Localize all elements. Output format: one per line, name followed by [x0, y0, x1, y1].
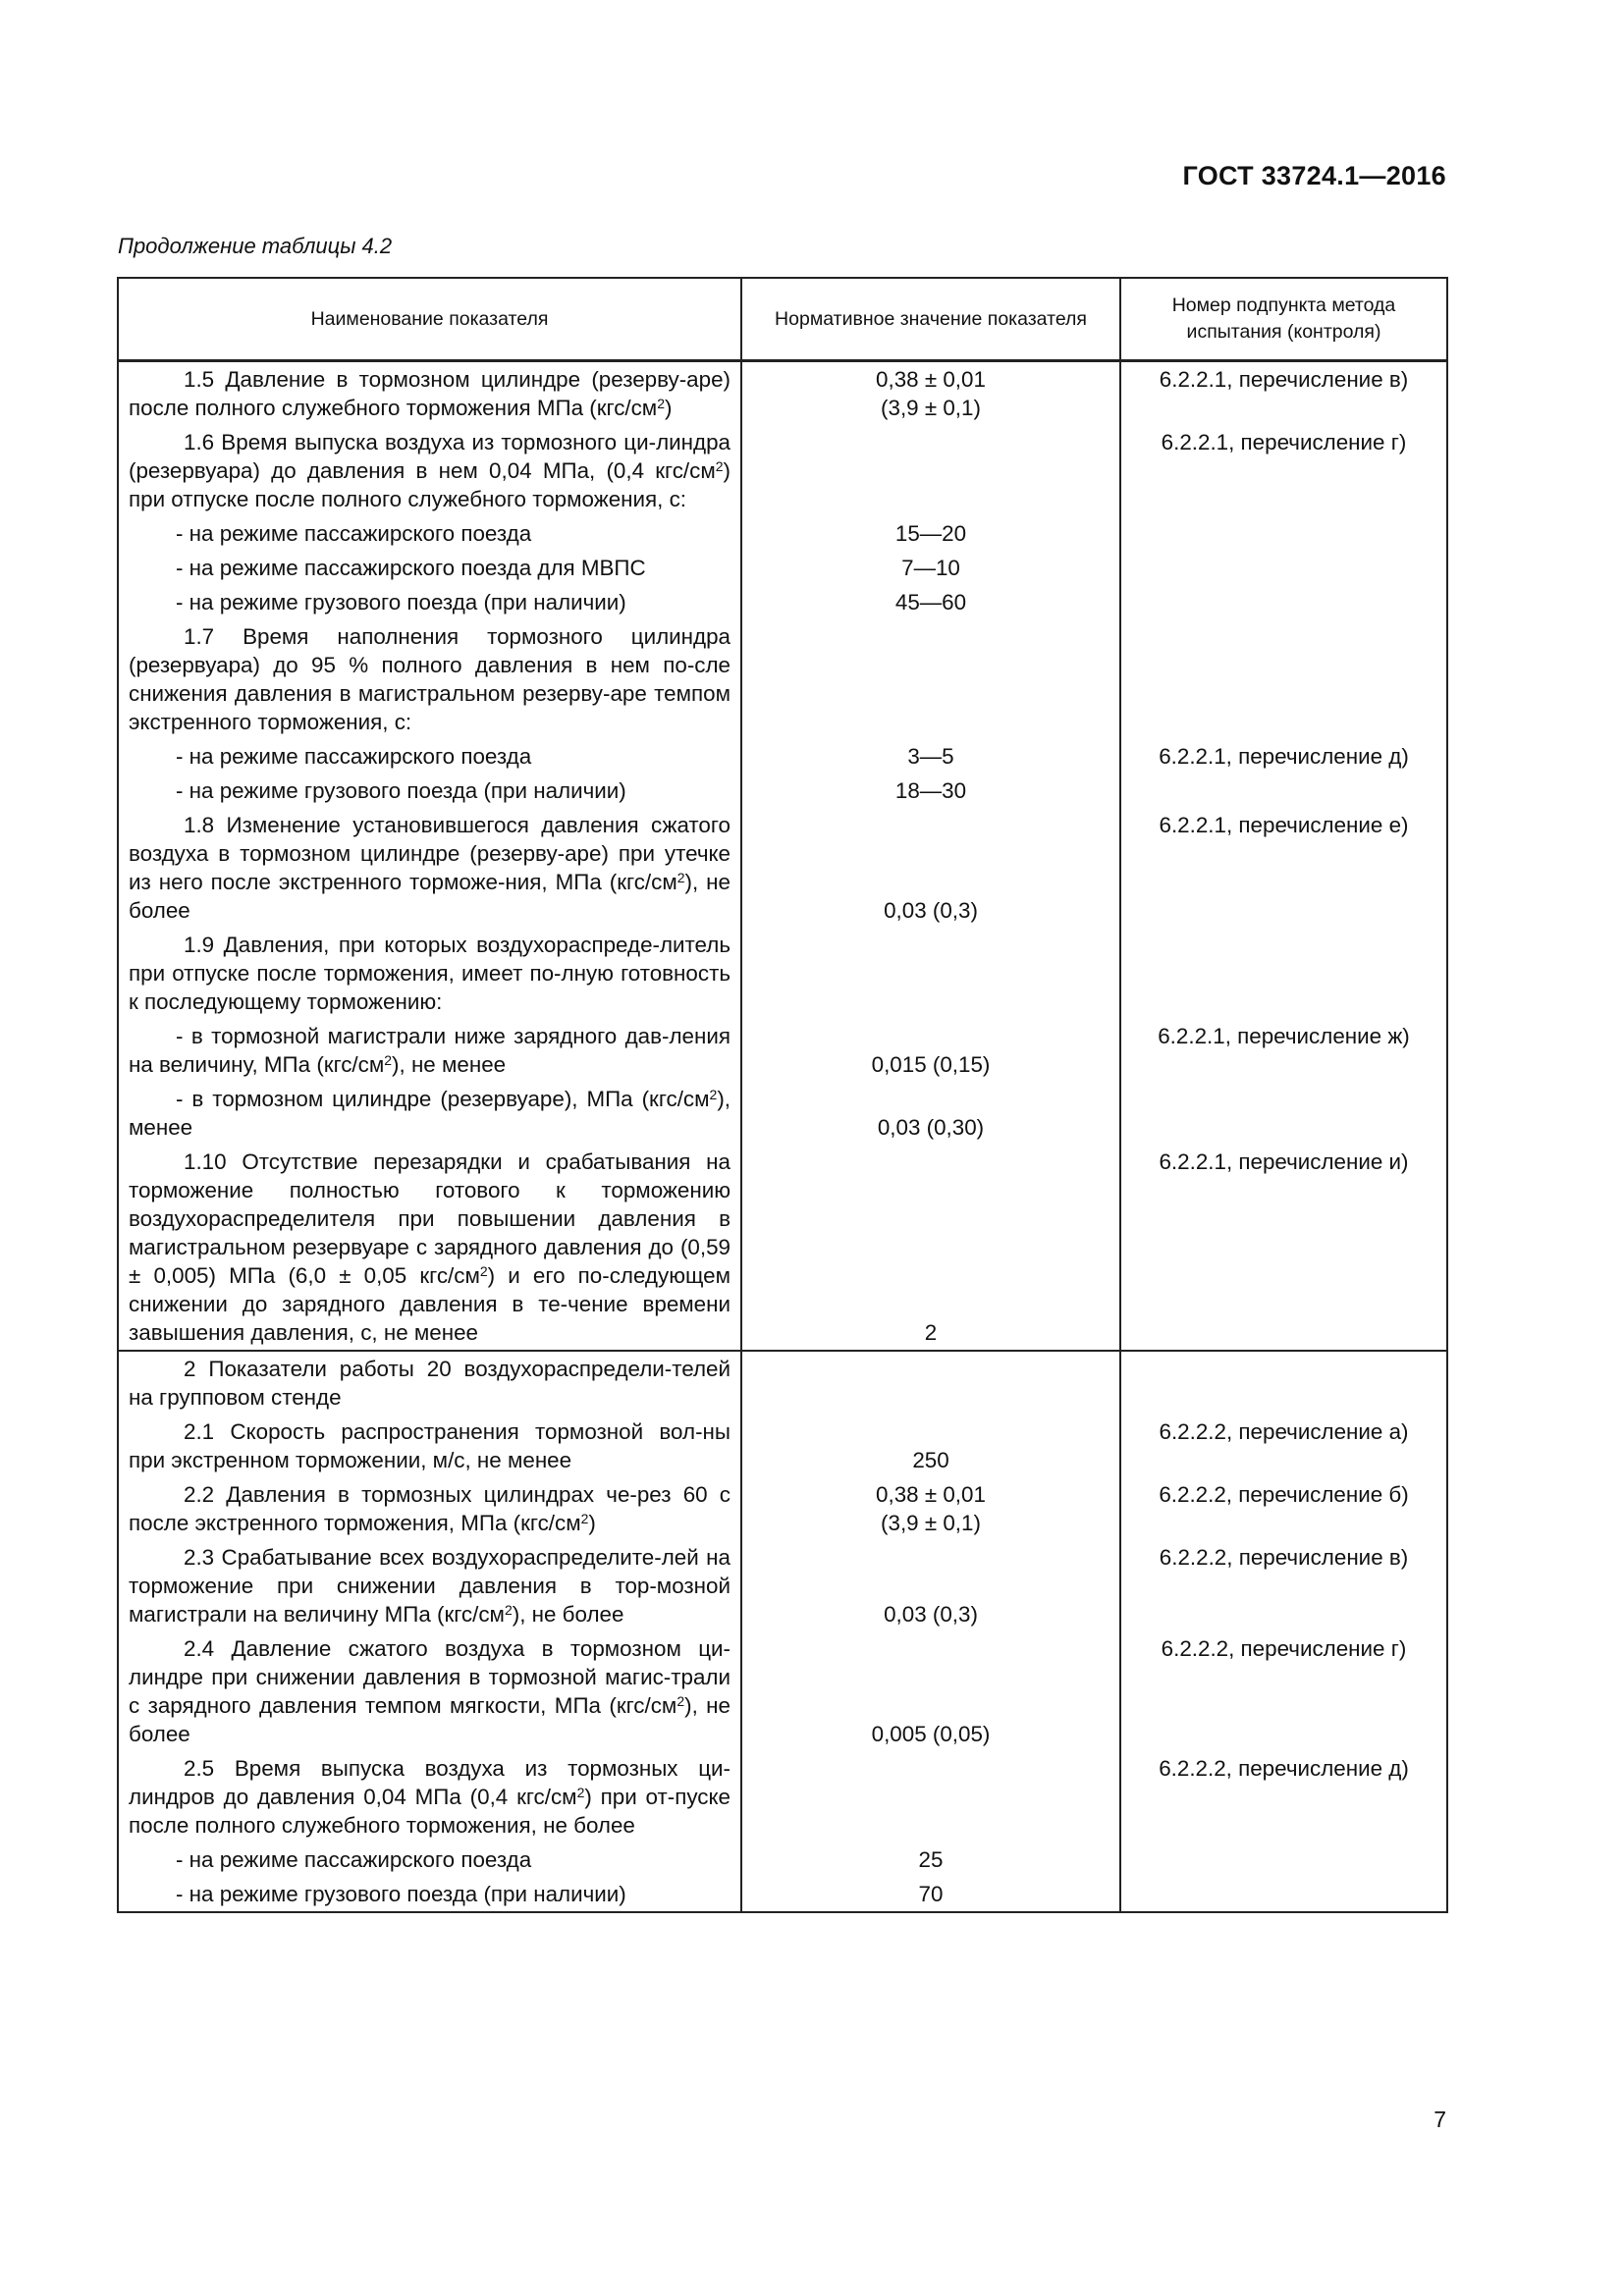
table-header-row — [118, 278, 1447, 361]
indicator-value: 0,38 ± 0,01 (3,9 ± 0,1) — [741, 361, 1120, 426]
indicator-value: 18—30 — [741, 774, 1120, 808]
table-row — [118, 1751, 1447, 1842]
indicator-name: 2.3 Срабатывание всех воздухораспределите-лей на торможение при снижении давления в тор-мозной магистрали на величину МПа $(кгс/см^2)$, не более — [118, 1540, 741, 1631]
table-row — [118, 1631, 1447, 1751]
indicator-name: 1.10 Отсутствие перезарядки и срабатывания на торможение полностью готового к торможению воздухораспределителя при повышении давления в магистральном резервуаре с зарядного давления до (0,59 ± 0,005) МПа (6,0 ± 0,05 кгс/$см^2$) и его по-следующем снижении до зарядного давления в те-чение времени завышения давления, с, не менее — [118, 1145, 741, 1351]
table-row — [118, 619, 1447, 739]
table-row — [118, 516, 1447, 551]
indicator-name: 2.5 Время выпуска воздуха из тормозных ци-линдров до давления 0,04 МПа (0,4 кгс/$см^2$) при от-пуске после полного служебного торможения, не более — [118, 1751, 741, 1842]
indicator-value: 0,38 ± 0,01 (3,9 ± 0,1) — [741, 1477, 1120, 1540]
indicator-value: 0,015 (0,15) — [741, 1019, 1120, 1082]
column-header-method: Номер подпункта метода испытания (контроля) — [1120, 278, 1447, 361]
table-row — [118, 425, 1447, 516]
indicator-item: - на режиме грузового поезда (при наличии) — [118, 1877, 741, 1912]
indicator-item: - на режиме пассажирского поезда — [118, 739, 741, 774]
method-reference: 6.2.2.2, перечисление г) — [1120, 1631, 1447, 1751]
method-reference: 6.2.2.2, перечисление в) — [1120, 1540, 1447, 1631]
table-row — [118, 1877, 1447, 1912]
table-row — [118, 585, 1447, 619]
method-reference: 6.2.2.2, перечисление д) — [1120, 1751, 1447, 1842]
indicator-name: 1.6 Время выпуска воздуха из тормозного ци-линдра (резервуара) до давления в нем 0,04 МПа, (0,4 кгс/$см^2$) при отпуске после полного служебного торможения, с: — [118, 425, 741, 516]
indicator-value: 0,005 (0,05) — [741, 1631, 1120, 1751]
section-name: 2 Показатели работы 20 воздухораспредели-телей на групповом стенде — [118, 1351, 741, 1415]
method-reference: 6.2.2.1, перечисление г) — [1120, 425, 1447, 516]
indicator-name: 1.8 Изменение установившегося давления сжатого воздуха в тормозном цилиндре (резерву-аре) при утечке из него после экстренного торможе-ния, МПа $(кгс/см^2)$, не более — [118, 808, 741, 928]
indicator-name: 2.2 Давления в тормозных цилиндрах че-рез 60 с после экстренного торможения, МПа $(кгс/см^2)$ — [118, 1477, 741, 1540]
method-reference: 6.2.2.1, перечисление в) — [1120, 361, 1447, 426]
indicator-item: - на режиме пассажирского поезда — [118, 1842, 741, 1877]
table-row — [118, 1540, 1447, 1631]
table-row — [118, 739, 1447, 774]
indicator-value: 15—20 — [741, 516, 1120, 551]
method-reference: 6.2.2.1, перечисление д) — [1120, 739, 1447, 774]
indicator-item: - на режиме пассажирского поезда — [118, 516, 741, 551]
column-header-value: Нормативное значение показателя — [741, 278, 1120, 361]
table-row — [118, 1415, 1447, 1477]
indicator-value: 3—5 — [741, 739, 1120, 774]
indicator-item: - на режиме грузового поезда (при наличии) — [118, 585, 741, 619]
indicator-item: - на режиме грузового поезда (при наличии) — [118, 774, 741, 808]
method-reference: 6.2.2.1, перечисление ж) — [1120, 1019, 1447, 1082]
table-row — [118, 361, 1447, 426]
table-row — [118, 1477, 1447, 1540]
indicator-item: - в тормозном цилиндре (резервуаре), МПа $(кгс/см^2)$, менее — [118, 1082, 741, 1145]
table-row — [118, 1082, 1447, 1145]
indicator-value: 250 — [741, 1415, 1120, 1477]
table-row — [118, 1145, 1447, 1351]
table-row — [118, 1019, 1447, 1082]
indicator-name: 2.1 Скорость распространения тормозной вол-ны при экстренном торможении, м/с, не менее — [118, 1415, 741, 1477]
indicator-value: 0,03 (0,30) — [741, 1082, 1120, 1145]
table-row — [118, 1842, 1447, 1877]
method-reference: 6.2.2.1, перечисление и) — [1120, 1145, 1447, 1351]
method-reference: 6.2.2.1, перечисление е) — [1120, 808, 1447, 928]
table-caption: Продолжение таблицы 4.2 — [118, 234, 393, 258]
column-header-name: Наименование показателя — [118, 278, 741, 361]
document-code: ГОСТ 33724.1—2016 — [1182, 161, 1446, 190]
table-row — [118, 928, 1447, 1019]
indicator-value: 70 — [741, 1877, 1120, 1912]
indicator-value: 45—60 — [741, 585, 1120, 619]
page-number: 7 — [1434, 2107, 1446, 2132]
indicator-value: 0,03 (0,3) — [741, 1540, 1120, 1631]
table-row — [118, 551, 1447, 585]
indicator-name: 2.4 Давление сжатого воздуха в тормозном ци-линдре при снижении давления в тормозной магис-трали с зарядного давления темпом мягкости, МПа $(кгс/см^2)$, не более — [118, 1631, 741, 1751]
indicators-table — [117, 277, 1448, 1913]
table-row — [118, 1351, 1447, 1415]
indicator-item: - на режиме пассажирского поезда для МВПС — [118, 551, 741, 585]
indicator-value: 25 — [741, 1842, 1120, 1877]
method-reference: 6.2.2.2, перечисление б) — [1120, 1477, 1447, 1540]
indicator-name: 1.9 Давления, при которых воздухораспреде-литель при отпуске после торможения, имеет по-лную готовность к последующему торможению: — [118, 928, 741, 1019]
indicator-name: 1.7 Время наполнения тормозного цилиндра (резервуара) до 95 % полного давления в нем по-сле снижения давления в магистральном резерву-аре темпом экстренного торможения, с: — [118, 619, 741, 739]
table-row — [118, 808, 1447, 928]
table-row — [118, 774, 1447, 808]
indicator-value: 2 — [741, 1145, 1120, 1351]
indicator-item: - в тормозной магистрали ниже зарядного дав-ления на величину, МПа $(кгс/см^2)$, не менее — [118, 1019, 741, 1082]
indicator-name: 1.5 Давление в тормозном цилиндре (резерву-аре) после полного служебного торможения МПа $(кгс/см^2)$ — [118, 361, 741, 426]
indicator-value: 7—10 — [741, 551, 1120, 585]
method-reference: 6.2.2.2, перечисление а) — [1120, 1415, 1447, 1477]
indicator-value: 0,03 (0,3) — [741, 808, 1120, 928]
